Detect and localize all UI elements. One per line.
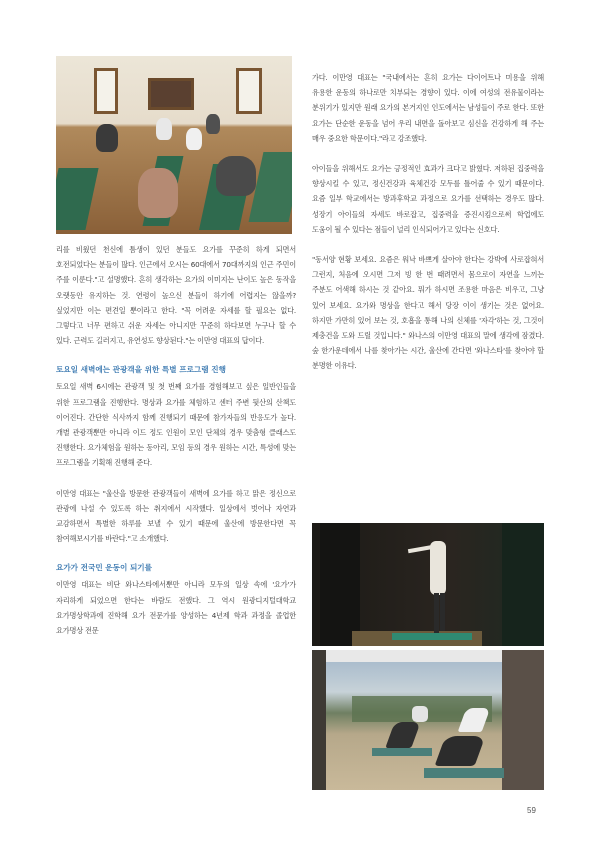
yoga-mat [424, 768, 504, 778]
pillar [312, 650, 326, 790]
instructor [430, 541, 446, 595]
participant [206, 114, 220, 134]
instructor-leg [434, 593, 439, 633]
body-paragraph: "동서양 현황 보세요. 요즘은 워낙 바쁘게 살아야 한다는 강박에 사로잡혀서 그런지, 처음에 오시면 그저 빙 한 번 때려면서 몸으로이 자연을 느끼는 주분도 어색해 하시는 것 같아요. 뭐가 하시면 조용한 마음은 비우고, 그냥 있어 보세요. 요가와 명상을 한다고 해서 당장 이이 생기는 것은 없어요. 하지만 가만히 있어 보는 것, 호흡을 통해 나의 신체를 '자각'하는 것, 그것이 제충건을 도와 드릴 것입니다." 와나스의 이만영 대표의 말에 생각에 잠겼다. 숲 한가운데에서 나를 찾아가는 시간, 울산에 간다면 '와나스타'를 찾아야 할 분명한 이유다. [312, 255, 544, 371]
page-number: 59 [527, 806, 536, 815]
body-paragraph: 이만영 대표는 비단 와나스타에서뿐만 아니라 모두의 일상 속에 '요가'가 자리하게 되었으면 한다는 바람도 전했다. 그 역시 원광디지털대학교 요가명상학과에 진학해 요가 전문가를 양성하는 4년제 학과 과정을 졸업한 요가명상 전문 [56, 580, 296, 636]
body-paragraph: 아이들을 위해서도 요가는 긍정적인 효과가 크다고 밝혔다. 저하된 집중력을 향상시킬 수 있고, 정신건강과 육체건강 모두를 틀어줄 수 있기 때문이다. 요즘 일부 학교에서는 방과후학교 과정으로 요가를 선택하는 경우도 많다. 성장기 아이들의 자세도 바로잡고, 집중력을 증진시킴으로써 학업에도 도움이 될 수 있다는 점들이 널리 인식되어가고 있다는 신호다. [312, 164, 544, 234]
body-paragraph: 리를 비웠던 천신에 틈생이 있던 분들도 요가를 꾸준히 하게 되면서 호전되었다는 분들이 많다. 인근에서 오시는 60대에서 70대까지의 인근 주민이 주를 이룬다."고 설명했다. 흔히 생각하는 요가의 이미지는 난이도 높은 동작을 오랫동안 유지하는 것. 연령이 높으신 분들이 하기에 어렵지는 않을까? 싶었지만 이는 편견일 뿐이라고 한다. "꼭 어려운 자세를 할 필요는 없다. 그렇다고 너무 편하고 쉬운 자세는 아니지만 꾸준히 하다보면 누구나 할 수 있다. 근력도 길러지고, 유연성도 향상된다."는 이만영 대표의 답이다. [56, 245, 296, 346]
body-paragraph: 이만영 대표는 "울산을 방문한 관광객들이 새벽에 요가를 하고 맑은 정신으로 관광에 나설 수 있도록 하는 취지에서 시작했다. 일상에서 벗어나 자연과 교감하면서 특별한 하루를 보낼 수 있기 때문에 울산에 방문한다면 꼭 참여해보시기를 바란다."고 소개했다. [56, 488, 296, 544]
participant [216, 156, 256, 196]
participant [156, 118, 172, 140]
instructor-leg [440, 593, 445, 631]
section-heading: 토요일 새벽에는 관광객을 위한 특별 프로그램 진행 [56, 365, 226, 375]
wall-window-left [94, 68, 118, 114]
indoor-yoga-class-photo [56, 56, 292, 234]
dark-wall [320, 523, 360, 646]
outdoor-deck-yoga-photo [312, 650, 544, 790]
right-text-column [312, 70, 544, 374]
wall-window-right [236, 68, 262, 114]
participant [138, 168, 178, 218]
section-heading: 요가가 전국민 운동이 되기를 [56, 563, 152, 573]
yoga-mat [392, 633, 472, 640]
participant [186, 128, 202, 150]
participant [435, 736, 486, 766]
back-door [148, 78, 194, 110]
building-wall [502, 650, 544, 790]
standing-yoga-pose-photo [312, 523, 544, 646]
yoga-mat [56, 168, 99, 230]
participant [412, 706, 428, 722]
dark-window [502, 523, 544, 646]
left-text-column [56, 242, 296, 638]
body-paragraph: 가다. 이만영 대표는 "국내에서는 흔히 요가는 다이어트나 미용을 위해 유용한 운동의 하나로만 치부되는 경향이 있다. 이에 여성의 전유물이라는 분위기가 있지만 원래 요가의 본거지인 인도에서는 남성들이 주로 한다. 또한 요가는 단순한 운동을 넘어 우리 내면을 돌아보고 심신을 건강하게 해 주는 매우 중요한 학문이다."라고 강조했다. [312, 73, 544, 143]
participant [96, 124, 118, 152]
body-paragraph: 토요일 새벽 6시에는 관광객 및 첫 번째 요가를 경험해보고 싶은 일반인들을 위한 프로그램을 진행한다. 명상과 요가를 체험하고 센터 주변 뒷산의 산책도 이어진다. 간단한 식사까지 함께 진행되기 때문에 참가자들의 반응도가 높다. 개별 관광객뿐만 아니라 이드 정도 인원이 모인 단체의 경우 맞춤형 클래스도 진행한다. 요가체험을 원하는 동아리, 모임 등의 경우 원하는 시간, 특성에 맞는 프로그램을 기획해 진행해 준다. [56, 382, 296, 468]
yoga-mat [372, 748, 432, 756]
participant [385, 722, 420, 748]
